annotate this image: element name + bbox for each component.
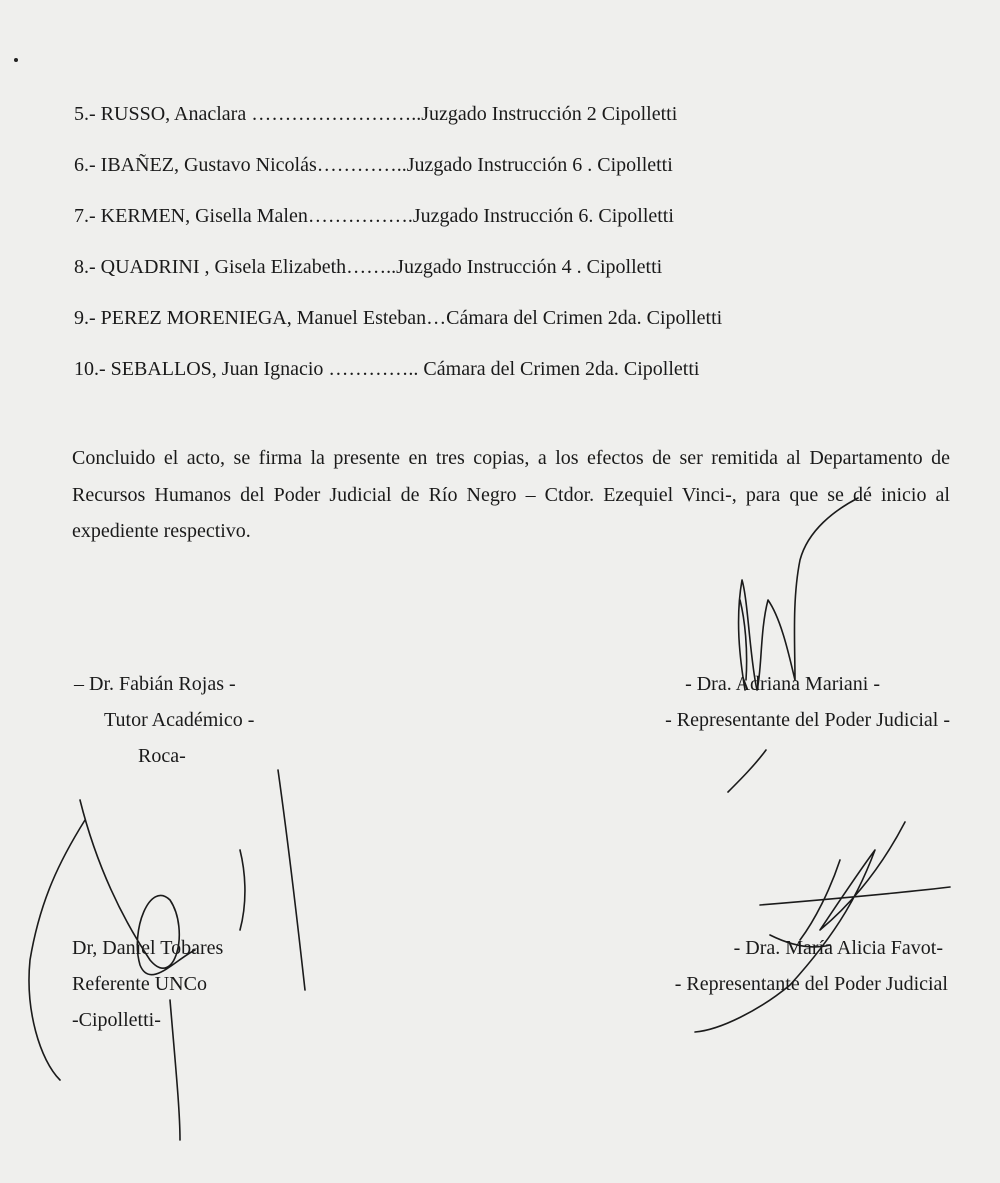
list-item — [74, 151, 722, 202]
signatory-name: - Dra. María Alicia Favot- — [733, 937, 943, 959]
list-item — [74, 253, 722, 304]
stray-mark — [14, 58, 18, 62]
leader-dots: … — [426, 307, 447, 329]
signatory-name: Dr, Daniel Tobares — [72, 937, 224, 959]
court-name: Cámara del Crimen 2da. Cipolletti — [418, 358, 700, 380]
leader-dots: …….. — [346, 256, 397, 278]
court-name: .Juzgado Instrucción 6 . Cipolletti — [401, 154, 673, 176]
signatory-role: - Representante del Poder Judicial — [674, 973, 948, 995]
signatory-name: – Dr. Fabián Rojas - — [74, 673, 236, 695]
court-name: Juzgado Instrucción 4 . Cipolletti — [396, 256, 663, 278]
court-name: Cámara del Crimen 2da. Cipolletti — [446, 307, 723, 329]
signatory-rojas — [74, 666, 254, 774]
signatory-location: Roca- — [138, 745, 186, 767]
signatory-role: Tutor Académico - — [104, 709, 255, 731]
signatory-location: -Cipolletti- — [72, 1009, 161, 1031]
person-name: 9.- PEREZ MORENIEGA, Manuel Esteban — [74, 307, 427, 329]
leader-dots: ……………………. — [251, 103, 417, 125]
signatory-name: - Dra. Adriana Mariani - — [685, 673, 880, 695]
list-item — [74, 202, 722, 253]
list-item — [74, 100, 722, 151]
leader-dots: …………. — [316, 154, 402, 176]
person-name: 10.- SEBALLOS, Juan Ignacio — [74, 358, 329, 380]
person-name: 5.- RUSSO, Anaclara — [74, 103, 252, 125]
signature-mariani-stroke — [728, 750, 766, 792]
leader-dots: ………….. — [328, 358, 419, 380]
assignment-list — [74, 100, 722, 406]
person-name: 8.- QUADRINI , Gisela Elizabeth — [74, 256, 347, 278]
signatory-role: - Representante del Poder Judicial - — [665, 709, 950, 731]
leader-dots: ……………. — [307, 205, 413, 227]
person-name: 6.- IBAÑEZ, Gustavo Nicolás — [74, 154, 317, 176]
list-item — [74, 355, 722, 406]
closing-paragraph: Concluido el acto, se firma la presente en tres copias, a los efectos de ser remitida al Departamento de Recursos Humanos del Poder Judicial de Río Negro – Ctdor. Ezequiel Vinci-, para que se dé inicio al expediente respectivo. — [72, 447, 950, 542]
signatory-mariani — [600, 666, 950, 738]
signatory-role: Referente UNCo — [72, 973, 207, 995]
person-name: 7.- KERMEN, Gisella Malen — [74, 205, 308, 227]
signatory-favot — [600, 930, 948, 1002]
list-item — [74, 304, 722, 355]
court-name: .Juzgado Instrucción 2 Cipolletti — [416, 103, 678, 125]
court-name: Juzgado Instrucción 6. Cipolletti — [412, 205, 674, 227]
signatory-tobares — [72, 930, 223, 1038]
